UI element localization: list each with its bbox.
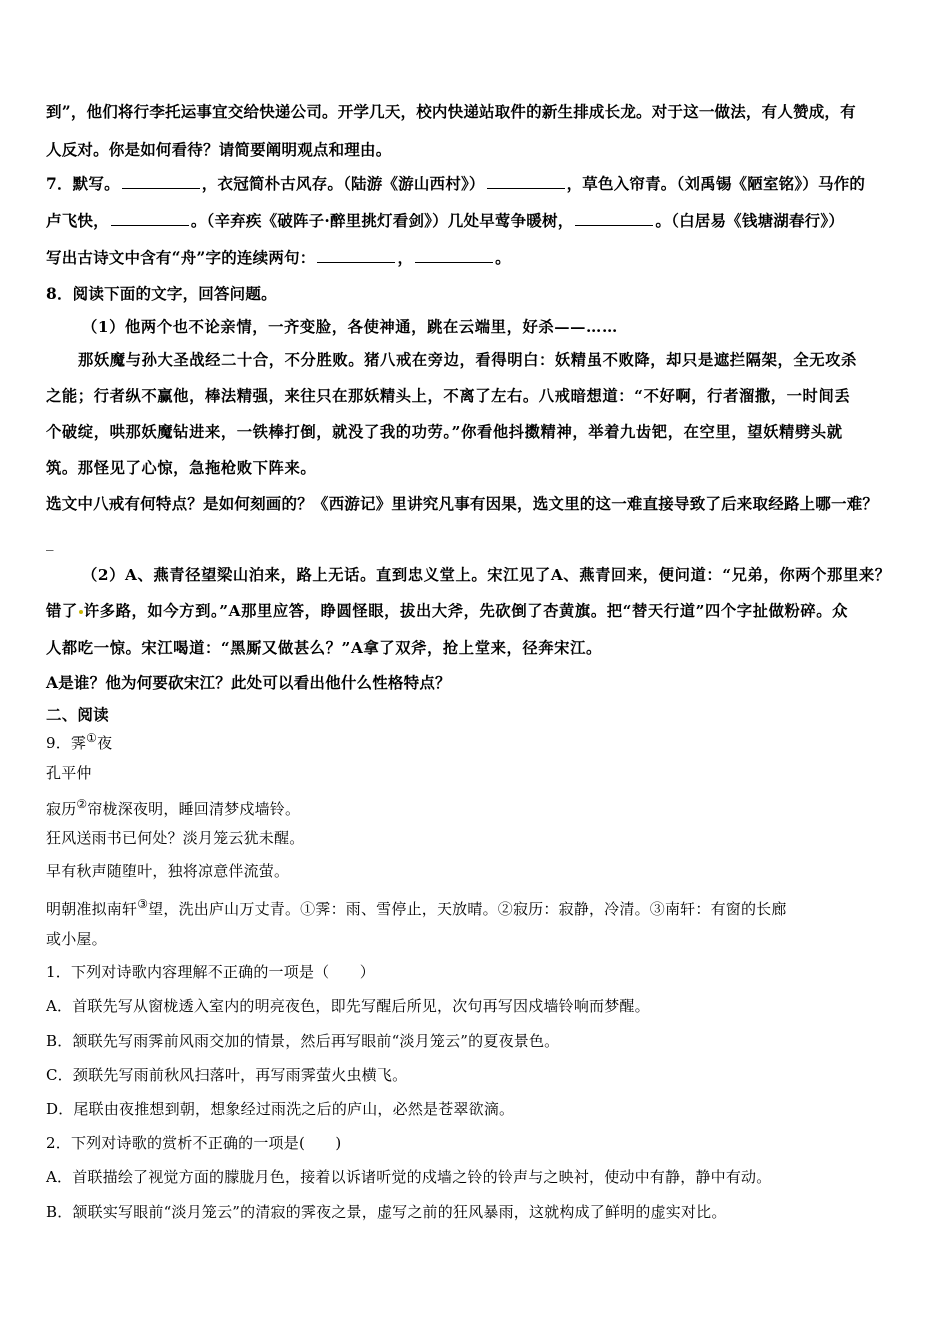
highlight-mark xyxy=(79,610,83,614)
blank[interactable] xyxy=(111,212,189,226)
poem-line-2: 狂风送雨书已何处？淡月笼云犹未醒。 xyxy=(46,829,305,847)
q8-answer-blank[interactable]: _ xyxy=(46,533,54,551)
blank[interactable] xyxy=(415,249,493,263)
q8-passage-1: （1）他两个也不论亲情，一齐变脸，各使神通，跳在云端里，好杀——…… xyxy=(82,318,618,336)
option-2a[interactable]: A．首联描绘了视觉方面的朦胧月色，接着以诉诸听觉的戍墙之铃的铃声与之映衬，使动中有静，静中有动。 xyxy=(46,1168,772,1186)
q7-line-1: 7．默写。 ，衣冠简朴古风存。（陆游《游山西村》） ，草色入帘青。（刘禹锡《陋室铭》）马作的 xyxy=(46,174,866,193)
q8-passage-3-line-3: 人都吃一惊。宋江喝道：“黑厮又做甚么？”A拿了双斧，抢上堂来，径奔宋江。 xyxy=(46,639,602,657)
poem-author: 孔平仲 xyxy=(46,764,92,782)
q8-intro: 8．阅读下面的文字，回答问题。 xyxy=(46,284,277,303)
poem-line-1: 寂历②帘栊深夜明，睡回清梦戍墙铃。 xyxy=(46,797,301,818)
q8-passage-2-line-2: 之能；行者纵不赢他，棒法精强，来往只在那妖精头上，不离了左右。八戒暗想道：“不好啊，行者溜撒，一时间丢 xyxy=(46,387,851,405)
q8-question-1: 选文中八戒有何特点？是如何刻画的？《西游记》里讲究凡事有因果，选文里的这一难直接导致了后来取经路上哪一难？ xyxy=(46,494,879,513)
q8-passage-2-line-4: 筑。那怪见了心惊，急拖枪败下阵来。 xyxy=(46,459,317,477)
q6-line-1: 到”，他们将行李托运事宜交给快递公司。开学几天，校内快递站取件的新生排成长龙。对于这一做法，有人赞成，有 xyxy=(46,102,856,121)
q6-line-2: 人反对。你是如何看待？请简要阐明观点和理由。 xyxy=(46,140,392,159)
poem-line-3: 早有秋声随堕叶，独将凉意伴流萤。 xyxy=(46,862,290,880)
sub-question-1: 1．下列对诗歌内容理解不正确的一项是（ ） xyxy=(46,963,375,981)
poem-notes-end: 或小屋。 xyxy=(46,930,107,948)
poem-line-4: 明朝准拟南轩③望，洗出庐山万丈青。①霁：雨、雪停止，天放晴。②寂历：寂静，冷清。③南轩：有窗的长廊 xyxy=(46,897,787,918)
blank[interactable] xyxy=(122,175,200,189)
poem-title: 9．霁①夜 xyxy=(46,731,113,752)
q8-passage-2-line-3: 个破绽，哄那妖魔钻进来，一铁棒打倒，就没了我的功劳。”你看他抖擞精神，举着九齿钯，在空里，望妖精劈头就 xyxy=(46,423,843,441)
q7-line-3: 写出古诗文中含有“舟”字的连续两句： ， 。 xyxy=(46,248,511,267)
blank[interactable] xyxy=(317,249,395,263)
q8-passage-3-line-1: （2）A、燕青径望梁山泊来，路上无话。直到忠义堂上。宋江见了A、燕青回来，便问道：“兄弟，你两个那里来？ xyxy=(82,566,891,584)
option-1a[interactable]: A．首联先写从窗栊透入室内的明亮夜色，即先写醒后所见，次句再写因戍墙铃响而梦醒。 xyxy=(46,997,650,1015)
q7-line-2: 卢飞快， 。（辛弃疾《破阵子·醉里挑灯看剑》）几处早莺争暖树， 。（白居易《钱塘湖春行》） xyxy=(46,211,845,230)
option-1c[interactable]: C．颈联先写雨前秋风扫落叶，再写雨霁萤火虫横飞。 xyxy=(46,1066,408,1084)
sub-question-2: 2．下列对诗歌的赏析不正确的一项是( ) xyxy=(46,1134,342,1152)
q8-passage-2-line-1: 那妖魔与孙大圣战经二十合，不分胜败。猪八戒在旁边，看得明白：妖精虽不败降，却只是遮拦隔架，全无攻杀 xyxy=(78,351,857,369)
blank[interactable] xyxy=(487,175,565,189)
option-1b[interactable]: B．颔联先写雨霁前风雨交加的情景，然后再写眼前“淡月笼云”的夏夜景色。 xyxy=(46,1032,560,1050)
blank[interactable] xyxy=(575,212,653,226)
option-2b[interactable]: B．颔联实写眼前“淡月笼云”的清寂的霁夜之景，虚写之前的狂风暴雨，这就构成了鲜明的虚实对比。 xyxy=(46,1203,727,1221)
section-heading: 二、阅读 xyxy=(46,705,109,724)
q8-question-2: A是谁？他为何要砍宋江？此处可以看出他什么性格特点？ xyxy=(46,673,451,692)
option-1d[interactable]: D．尾联由夜推想到朝，想象经过雨洗之后的庐山，必然是苍翠欲滴。 xyxy=(46,1100,515,1118)
q8-passage-3-line-2: 错了 许多路，如今方到。”A那里应答，睁圆怪眼，拔出大斧，先砍倒了杏黄旗。把“替天行道”四个字扯做粉碎。众 xyxy=(46,602,849,620)
